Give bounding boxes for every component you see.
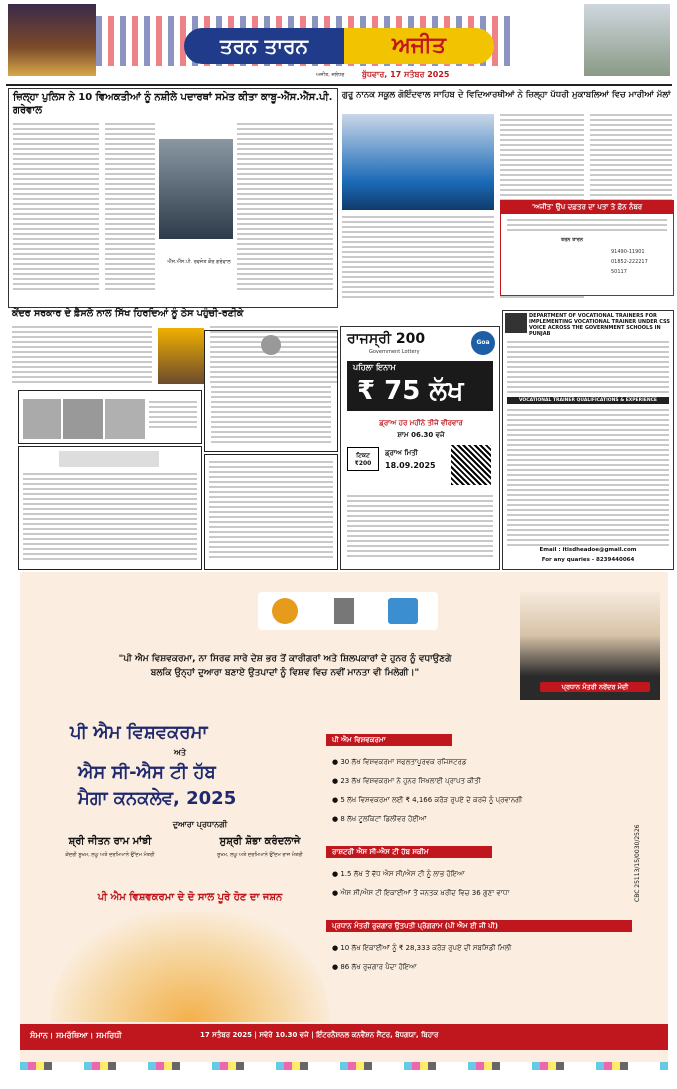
- quote-line-2: ਬਲਕਿ ਉਨ੍ਹਾਂ ਦੁਆਰਾ ਬਣਾਏ ਉਤਪਾਦਾਂ ਨੂੰ ਵਿਸ਼ਵ ਵਿਚ ਨਵੀਂ ਮਾਨਤਾ ਵੀ ਮਿਲੇਗੀ।": [150, 668, 420, 678]
- s1-item-4-text: 8 ਲੱਖ ਟੂਲਕਿਟਾਂ ਡਿਲੀਵਰ ਹੋਈਆਂ: [340, 815, 427, 823]
- govt-notice-ad: [502, 310, 674, 570]
- obituary-text: [149, 401, 197, 431]
- govt-notice-title: DEPARTMENT OF VOCATIONAL TRAINERS FOR IMPLEMENTING VOCATIONAL TRAINER UNDER CSS VOICE ACROSS THE GOVERNMENT SCHOOLS IN PUNJAB: [529, 313, 670, 337]
- lottery-time: ਸ਼ਾਮ 06.30 ਵਜੇ: [397, 431, 445, 439]
- s3-item-2: ● 86 ਲੱਖ ਰੁਜ਼ਗਾਰ ਪੈਦਾ ਹੋਇਆ: [332, 963, 417, 971]
- msme-logo: [388, 598, 418, 624]
- tarn-taran-label: ਤਰਨ ਤਾਰਨ: [561, 237, 584, 243]
- lead-story: [8, 88, 338, 308]
- tender-text: [211, 361, 331, 446]
- s2-item-2: ● ਐਸ ਸੀ/ਐਸ ਟੀ ਇਕਾਈਆਂ ਤੋਂ ਜਨਤਕ ਖ਼ਰੀਦ ਵਿਚ 36 ਗੁਣਾ ਵਾਧਾ: [332, 889, 510, 897]
- school-story: [342, 88, 672, 310]
- phone-1: 91490-11901: [611, 249, 645, 255]
- tender-emblem: [261, 335, 281, 355]
- obituary-photo-1: [23, 399, 61, 439]
- s1-item-1-text: 30 ਲੱਖ ਵਿਸ਼ਵਕਰਮਾ ਸਫਲਤਾਪੂਰਵਕ ਰਜਿਸਟਰਡ: [340, 758, 467, 766]
- sikh-headline: ਕੇਂਦਰ ਸਰਕਾਰ ਦੇ ਫ਼ੈਸਲੇ ਨਾਲ ਸਿੱਖ ਹਿਰਦਿਆਂ ਨੂੰ ਠੇਸ ਪਹੁੰਚੀ-ਰਣੀਕੇ: [12, 308, 244, 319]
- masthead: [0, 0, 677, 88]
- lead-headline: ਜ਼ਿਲ੍ਹਾ ਪੁਲਿਸ ਨੇ 10 ਵਿਅਕਤੀਆਂ ਨੂੰ ਨਸ਼ੀਲੇ ਪਦਾਰਥਾਂ ਸਮੇਤ ਕੀਤਾ ਕਾਬੂ-ਐੱਸ.ਐੱਸ.ਪੀ. ਗਰੇਵਾਲ: [13, 92, 333, 116]
- prize-amount: ₹ 75 ਲੱਖ: [357, 376, 464, 406]
- title-3: ਮੈਗਾ ਕਨਕਲੇਵ, 2025: [78, 788, 237, 809]
- minister-1-name: ਸ਼੍ਰੀ ਜੀਤਨ ਰਾਮ ਮਾਂਝੀ: [68, 836, 152, 847]
- minister-2-name: ਸੁਸ਼੍ਰੀ ਸ਼ੋਭਾ ਕਰੰਦਲਾਜੇ: [219, 836, 301, 847]
- s1-item-4: ● 8 ਲੱਖ ਟੂਲਕਿਟਾਂ ਡਿਲੀਵਰ ਹੋਈਆਂ: [332, 815, 427, 823]
- school-headline: ਗੁਰੂ ਨਾਨਕ ਸਕੂਲ ਗੋਇੰਦਵਾਲ ਸਾਹਿਬ ਦੇ ਵਿਦਿਆਰਥੀਆਂ ਨੇ ਜ਼ਿਲ੍ਹਾ ਪੱਧਰੀ ਮੁਕਾਬਲਿਆਂ ਵਿਚ ਮਾਰੀਆਂ ਮੱਲਾਂ: [342, 90, 671, 100]
- lead-body-col-1: [13, 123, 99, 293]
- obituary-photo-3: [105, 399, 145, 439]
- s2-item-2-text: ਐਸ ਸੀ/ਐਸ ਟੀ ਇਕਾਈਆਂ ਤੋਂ ਜਨਤਕ ਖ਼ਰੀਦ ਵਿਚ 36 ਗੁਣਾ ਵਾਧਾ: [340, 889, 510, 897]
- school-team-photo: [342, 114, 494, 210]
- govt-inquiry: For any quaries - 8239440064: [541, 557, 635, 563]
- s3-item-1: ● 10 ਲੱਖ ਇਕਾਈਆਂ ਨੂੰ ₹ 28,333 ਕਰੋੜ ਰੁਪਏ ਦੀ ਸਬਸਿਡੀ ਮਿਲੀ: [332, 944, 512, 952]
- footer-tagline: ਸੰਮਾਨ। ਸਮਰੱਥਿਆ। ਸਮਰਿਧੀ: [30, 1031, 122, 1040]
- school-body-below: [342, 216, 494, 301]
- masthead-title-left: ਤਰਨ ਤਾਰਨ: [184, 28, 344, 64]
- masthead-date: ਬੁੱਧਵਾਰ, 17 ਸਤੰਬਰ 2025: [362, 70, 450, 79]
- ssp-photo: [159, 139, 233, 239]
- lottery-sub: Government Lottery: [369, 349, 420, 355]
- section-3-heading: ਪ੍ਰਧਾਨ ਮੰਤਰੀ ਰੁਜ਼ਗਾਰ ਉਤਪਤੀ ਪ੍ਰੋਗਰਾਮ (ਪੀ ਐਮ ਈ ਜੀ ਪੀ): [326, 920, 632, 932]
- footer-event: 17 ਸਤੰਬਰ 2025 | ਸਵੇਰੇ 10.30 ਵਜੇ | ਇੰਟਰਨੈਸ਼ਨਲ ਕਨਵੈਂਸ਼ਨ ਸੈਂਟਰ, ਬੋਧਗਯਾ, ਬਿਹਾਰ: [200, 1031, 439, 1039]
- goa-badge: Goa: [471, 331, 495, 355]
- section-2-heading: ਰਾਸ਼ਟਰੀ ਐਸ ਸੀ-ਐਸ ਟੀ ਹੱਬ ਸਕੀਮ: [326, 846, 492, 858]
- section-1-list: [332, 758, 652, 824]
- govt-notice-text-2: [507, 409, 669, 549]
- masthead-subline: ਅਜੀਤ, ਜਲੰਧਰ: [316, 72, 345, 78]
- masthead-rule: [6, 84, 672, 86]
- ranike-photo: [158, 328, 204, 384]
- temple-photo: [8, 4, 96, 76]
- small-notice-ad: [204, 454, 338, 570]
- pm-vishwakarma-ad: [20, 572, 668, 1062]
- lottery-ad: [340, 326, 500, 570]
- title-2: ਐਸ ਸੀ-ਐਸ ਟੀ ਹੱਬ: [78, 762, 216, 783]
- tender-table-ad: [18, 446, 202, 570]
- minister-2-role: ਸੂਖਮ, ਲਘੂ ਅਤੇ ਦਰਮਿਆਨੇ ਉੱਦਮ ਰਾਜ ਮੰਤਰੀ: [217, 852, 303, 858]
- pm-caption: ਪ੍ਰਧਾਨ ਮੰਤਰੀ ਨਰੇਂਦਰ ਮੋਦੀ: [540, 682, 650, 692]
- sikh-body-col-1: [12, 326, 152, 386]
- phone-2: 01852-222217: [611, 259, 648, 265]
- govt-email: Email : itisdheadoe@gmail.com: [539, 547, 637, 553]
- s1-item-2: ● 23 ਲੱਖ ਵਿਸ਼ਵਕਰਮਾ ਨੇ ਹੁਨਰ ਸਿਖਲਾਈ ਪ੍ਰਾਪਤ ਕੀਤੀ: [332, 777, 481, 785]
- lottery-brand: ਰਾਜਸ੍ਰੀ 200: [347, 331, 426, 347]
- emblem-icon: [334, 598, 354, 624]
- vishwakarma-logo: [272, 598, 298, 624]
- s1-item-1: ● 30 ਲੱਖ ਵਿਸ਼ਵਕਰਮਾ ਸਫਲਤਾਪੂਰਵਕ ਰਜਿਸਟਰਡ: [332, 758, 467, 766]
- presented-by: ਦੁਆਰਾ ਪ੍ਰਧਾਨਗੀ: [172, 820, 228, 829]
- artisans-illustration: [50, 912, 330, 1022]
- lead-body-col-2: [105, 123, 155, 293]
- cbc-code: CBC 25113/15/0030/2526: [634, 824, 641, 902]
- s1-item-3: ● 5 ਲੱਖ ਵਿਸ਼ਵਕਰਮਾ ਲਈ ₹ 4,166 ਕਰੋੜ ਰੁਪਏ ਦੇ ਕਰਜ਼ੇ ਨੂੰ ਪ੍ਰਵਾਨਗੀ: [332, 796, 523, 804]
- qr-code: [451, 445, 491, 485]
- lead-body-col-3: [237, 123, 333, 293]
- lottery-fine-print: [347, 495, 493, 560]
- section-3-list: [332, 944, 652, 972]
- s1-item-2-text: 23 ਲੱਖ ਵਿਸ਼ਵਕਰਮਾ ਨੇ ਹੁਨਰ ਸਿਖਲਾਈ ਪ੍ਰਾਪਤ ਕੀਤੀ: [340, 777, 481, 785]
- small-notice-text: [209, 461, 333, 561]
- vocational-heading: VOCATIONAL TRAINER QUALIFICATIONS & EXPERIENCE: [507, 397, 669, 404]
- ajit-notice-text: [507, 219, 667, 234]
- lottery-prize-box: [347, 361, 493, 411]
- section-2-list: [332, 870, 652, 898]
- title-1: ਪੀ ਐਮ ਵਿਸ਼ਵਕਰਮਾ: [70, 722, 208, 743]
- ticket-price: ਟਿਕਟ ₹200: [347, 447, 379, 471]
- celebration-arc-text: ਪੀ ਐਮ ਵਿਸ਼ਵਕਰਮਾ ਦੇ ਦੋ ਸਾਲ ਪੂਰੇ ਹੋਣ ਦਾ ਜਸ਼ਨ: [97, 892, 283, 903]
- draw-date-label: ਡ੍ਰਾਅ ਮਿਤੀ: [385, 449, 418, 457]
- print-registration-strip: [20, 1062, 668, 1070]
- school-body-right: [500, 114, 584, 209]
- ajit-office-notice: [500, 200, 674, 296]
- tender-table-logo: [59, 451, 159, 467]
- section-1-heading: ਪੀ ਐਮ ਵਿਸ਼ਵਕਰਮਾ: [326, 734, 452, 746]
- lottery-draw-text: ਡ੍ਰਾਅ ਹਰ ਮਹੀਨੇ ਤੀਜੇ ਵੀਰਵਾਰ: [379, 419, 463, 427]
- quote-line-1: "ਪੀ ਐਮ ਵਿਸ਼ਵਕਰਮਾ, ਨਾ ਸਿਰਫ ਸਾਰੇ ਦੇਸ਼ ਭਰ ਤੋਂ ਕਾਰੀਗਰਾਂ ਅਤੇ ਸ਼ਿਲਪਕਾਰਾਂ ਦੇ ਹੁਨਰ ਨੂੰ ਵਧਾਉਣਗੇ: [118, 654, 452, 664]
- draw-date: 18.09.2025: [385, 461, 436, 470]
- obituary-ad: [18, 390, 202, 444]
- and-label: ਅਤੇ: [174, 748, 186, 757]
- obituary-photo-2: [63, 399, 103, 439]
- phone-3: 50117: [611, 269, 627, 275]
- masthead-title-right: ਅਜੀਤ: [344, 28, 494, 64]
- tender-notice-ad: [204, 330, 338, 452]
- govt-notice-text-1: [507, 341, 669, 396]
- govt-logo: [505, 313, 527, 333]
- ssp-photo-caption: ਐੱਸ.ਐੱਸ.ਪੀ. ਰਵਜੋਤ ਕੌਰ ਗਰੇਵਾਲ: [167, 259, 231, 265]
- minister-1-role: ਕੇਂਦਰੀ ਸੂਖਮ, ਲਘੂ ਅਤੇ ਦਰਮਿਆਨੇ ਉੱਦਮ ਮੰਤਰੀ: [65, 852, 155, 858]
- ajit-notice-title: 'ਅਜੀਤ' ਉਪ ਦਫ਼ਤਰ ਦਾ ਪਤਾ ਤੇ ਫ਼ੋਨ ਨੰਬਰ: [501, 201, 673, 214]
- tender-table-text: [23, 473, 197, 563]
- building-photo: [584, 4, 670, 76]
- s2-item-1: ● 1.5 ਲੱਖ ਤੋਂ ਵੱਧ ਐਸ ਸੀ/ਐਸ ਟੀ ਨੂੰ ਲਾਭ ਹੋਇਆ: [332, 870, 465, 878]
- s2-item-1-text: 1.5 ਲੱਖ ਤੋਂ ਵੱਧ ਐਸ ਸੀ/ਐਸ ਟੀ ਨੂੰ ਲਾਭ ਹੋਇਆ: [340, 870, 465, 878]
- s1-item-3-text: 5 ਲੱਖ ਵਿਸ਼ਵਕਰਮਾ ਲਈ ₹ 4,166 ਕਰੋੜ ਰੁਪਏ ਦੇ ਕਰਜ਼ੇ ਨੂੰ ਪ੍ਰਵਾਨਗੀ: [340, 796, 523, 804]
- first-prize-label: ਪਹਿਲਾ ਇਨਾਮ: [353, 363, 396, 372]
- ad-logos: [258, 592, 438, 630]
- s3-item-2-text: 86 ਲੱਖ ਰੁਜ਼ਗਾਰ ਪੈਦਾ ਹੋਇਆ: [340, 963, 417, 971]
- s3-item-1-text: 10 ਲੱਖ ਇਕਾਈਆਂ ਨੂੰ ₹ 28,333 ਕਰੋੜ ਰੁਪਏ ਦੀ ਸਬਸਿਡੀ ਮਿਲੀ: [340, 944, 512, 952]
- ad-footer-band: [20, 1024, 668, 1050]
